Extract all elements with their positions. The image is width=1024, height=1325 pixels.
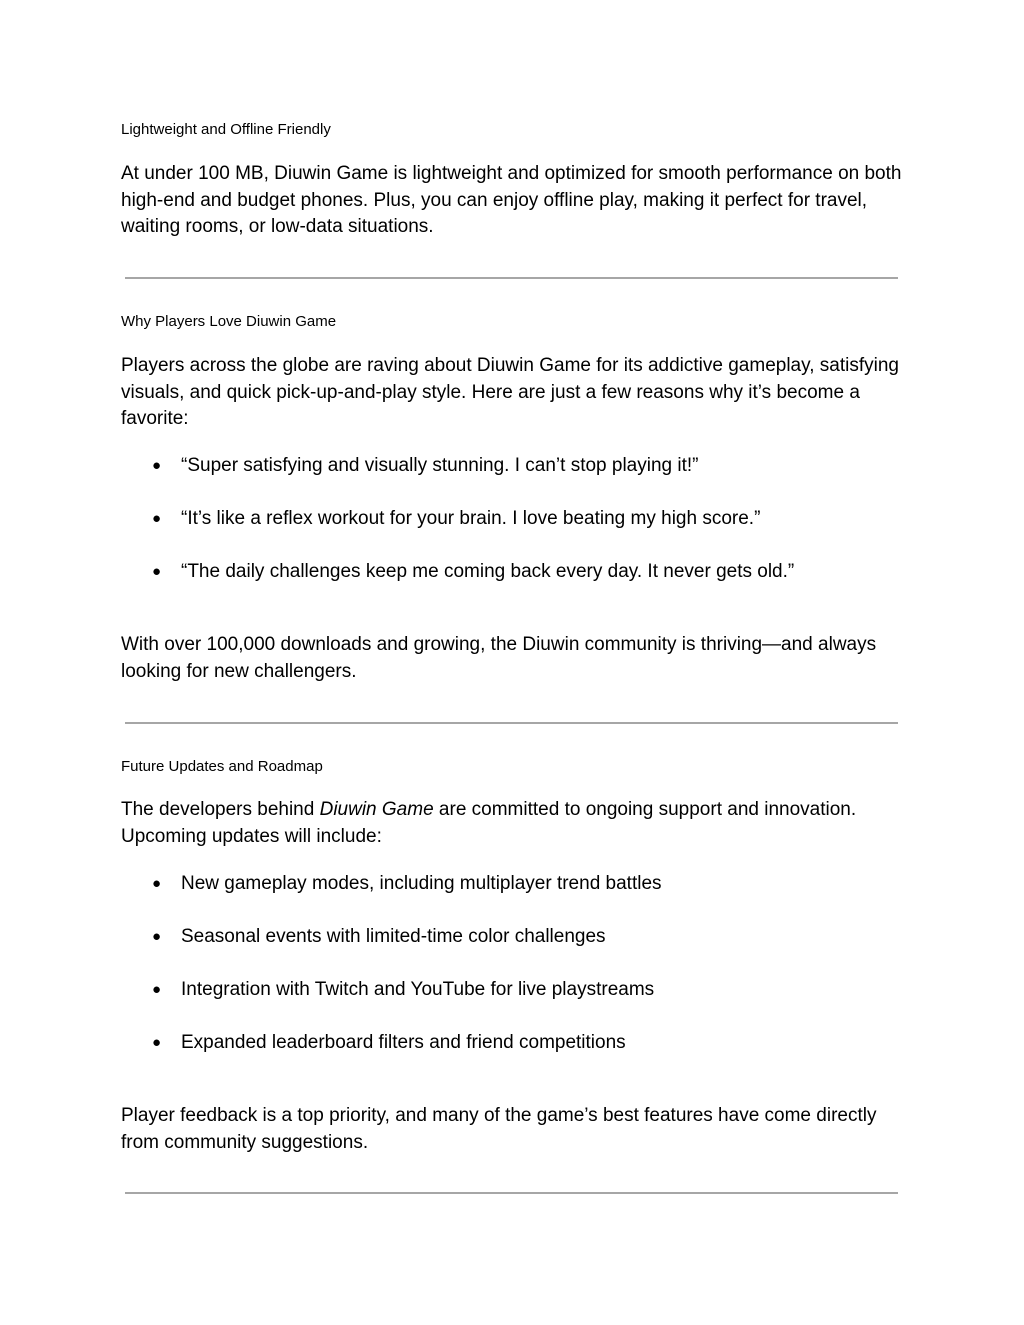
list-item [121, 977, 911, 1030]
section-outro-future-updates: Player feedback is a top priority, and many of the game’s best features have come directly from community suggestions. [121, 1105, 877, 1153]
list-item [121, 1030, 911, 1083]
list-item [121, 871, 911, 924]
list-item-text: Expanded leaderboard filters and friend competitions [181, 1032, 626, 1053]
game-title-emphasis: Diuwin Game [319, 799, 434, 820]
section-heading-why-players: Why Players Love Diuwin Game [121, 313, 337, 330]
bullet-icon: ● [152, 510, 162, 527]
horizontal-divider [125, 722, 898, 724]
list-item [121, 453, 911, 506]
bullet-icon: ● [152, 928, 162, 945]
section-heading-lightweight: Lightweight and Offline Friendly [121, 121, 331, 138]
intro-text-after: are committed to ongoing support and innovation. Upcoming updates will include: [121, 799, 857, 847]
list-item-text: Seasonal events with limited-time color challenges [181, 926, 606, 947]
list-item-text: “Super satisfying and visually stunning. I can’t stop playing it!” [181, 455, 699, 476]
bullet-icon: ● [152, 1034, 162, 1051]
horizontal-divider [125, 277, 898, 279]
bullet-icon: ● [152, 563, 162, 580]
list-item-text: “It’s like a reflex workout for your brain. I love beating my high score.” [181, 508, 761, 529]
list-item-text: “The daily challenges keep me coming back every day. It never gets old.” [181, 561, 795, 582]
list-item [121, 924, 911, 977]
section-heading-future-updates: Future Updates and Roadmap [121, 758, 323, 775]
section-intro-future-updates [121, 797, 911, 850]
list-item [121, 559, 911, 612]
bullet-icon: ● [152, 875, 162, 892]
intro-text-before: The developers behind [121, 799, 320, 820]
testimonial-list [121, 453, 911, 612]
horizontal-divider [125, 1192, 898, 1194]
section-outro-why-players: With over 100,000 downloads and growing, the Diuwin community is thriving—and always looking for new challengers. [121, 634, 877, 682]
bullet-icon: ● [152, 457, 162, 474]
list-item-text: New gameplay modes, including multiplayer trend battles [181, 873, 662, 894]
bullet-icon: ● [152, 981, 162, 998]
list-item [121, 506, 911, 559]
roadmap-list [121, 871, 911, 1083]
section-intro-why-players: Players across the globe are raving about Diuwin Game for its addictive gameplay, satisfying visuals, and quick pick-up-and-play style. Here are just a few reasons why it’s become a favorite: [121, 355, 899, 429]
list-item-text: Integration with Twitch and YouTube for live playstreams [181, 979, 655, 1000]
section-paragraph-lightweight: At under 100 MB, Diuwin Game is lightweight and optimized for smooth performance on both high-end and budget phones. Plus, you can enjoy offline play, making it perfect for travel, waiting rooms, or low-data situations. [121, 163, 902, 237]
